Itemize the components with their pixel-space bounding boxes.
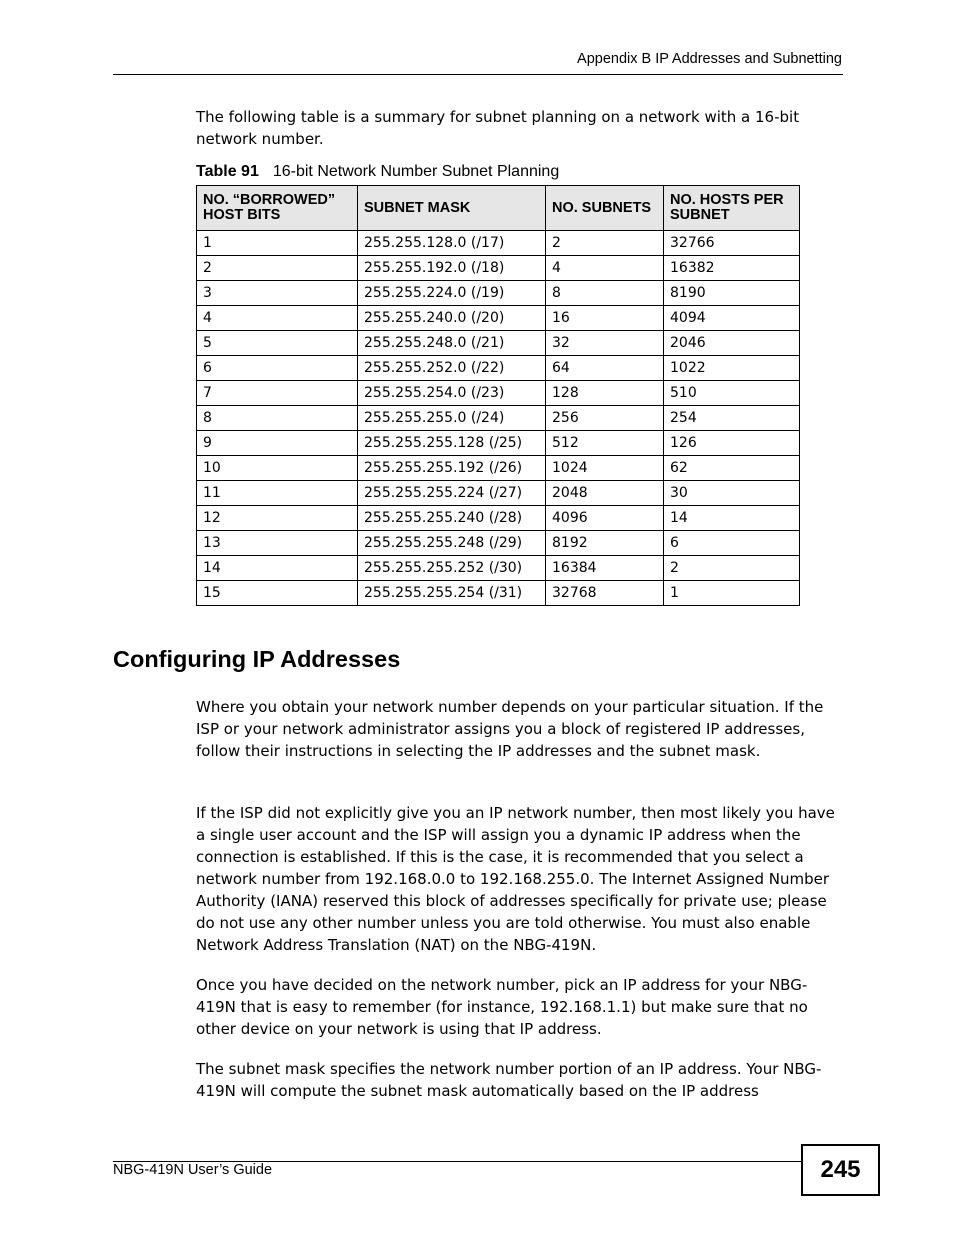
cell-subnet-mask: 255.255.248.0 (/21)	[358, 331, 546, 356]
intro-paragraph: The following table is a summary for subnet planning on a network with a 16-bit network number.	[196, 108, 800, 148]
cell-borrowed-bits: 8	[197, 406, 358, 431]
cell-no-subnets: 2048	[546, 481, 664, 506]
cell-hosts-per-subnet: 62	[664, 456, 800, 481]
cell-hosts-per-subnet: 4094	[664, 306, 800, 331]
cell-no-subnets: 2	[546, 231, 664, 256]
cell-no-subnets: 1024	[546, 456, 664, 481]
cell-borrowed-bits: 2	[197, 256, 358, 281]
cell-borrowed-bits: 7	[197, 381, 358, 406]
header-rule	[113, 74, 843, 75]
cell-no-subnets: 64	[546, 356, 664, 381]
cell-hosts-per-subnet: 2046	[664, 331, 800, 356]
subnet-planning-table	[196, 185, 800, 606]
column-header-subnet-mask: SUBNET MASK	[358, 186, 546, 231]
cell-subnet-mask: 255.255.255.240 (/28)	[358, 506, 546, 531]
table-row	[197, 356, 800, 381]
column-header-hosts-per-subnet: NO. HOSTS PER SUBNET	[664, 186, 800, 231]
table-row	[197, 306, 800, 331]
running-header: Appendix B IP Addresses and Subnetting	[577, 51, 842, 67]
paragraph-obtain-network-number: Where you obtain your network number depends on your particular situation. If the ISP or your network administrator assigns you a block of registered IP addresses, follow their instructions in selecting the IP addresses and the subnet mask.	[196, 698, 824, 760]
paragraph-dynamic-ip: If the ISP did not explicitly give you an IP network number, then most likely you have a single user account and the ISP will assign you a dynamic IP address when the connection is established. If this is the case, it is recommended that you select a network number from 192.168.0.0 to 192.168.255.0. The Internet Assigned Number Authority (IANA) reserved this block of addresses specifically for private use; please do not use any other number unless you are told otherwise. You must also enable Network Address Translation (NAT) on the NBG-419N.	[196, 804, 835, 954]
cell-subnet-mask: 255.255.255.254 (/31)	[358, 581, 546, 606]
cell-no-subnets: 4	[546, 256, 664, 281]
table-row	[197, 231, 800, 256]
table-caption	[196, 163, 559, 181]
cell-borrowed-bits: 12	[197, 506, 358, 531]
table-caption-label: Table 91	[196, 163, 259, 180]
cell-no-subnets: 32768	[546, 581, 664, 606]
cell-hosts-per-subnet: 6	[664, 531, 800, 556]
table-row	[197, 381, 800, 406]
table-row	[197, 581, 800, 606]
cell-subnet-mask: 255.255.255.224 (/27)	[358, 481, 546, 506]
cell-hosts-per-subnet: 8190	[664, 281, 800, 306]
table-caption-text: 16-bit Network Number Subnet Planning	[272, 163, 560, 180]
cell-no-subnets: 8192	[546, 531, 664, 556]
cell-subnet-mask: 255.255.128.0 (/17)	[358, 231, 546, 256]
cell-no-subnets: 8	[546, 281, 664, 306]
cell-no-subnets: 32	[546, 331, 664, 356]
cell-subnet-mask: 255.255.255.252 (/30)	[358, 556, 546, 581]
cell-hosts-per-subnet: 510	[664, 381, 800, 406]
cell-borrowed-bits: 10	[197, 456, 358, 481]
cell-hosts-per-subnet: 32766	[664, 231, 800, 256]
cell-hosts-per-subnet: 30	[664, 481, 800, 506]
cell-hosts-per-subnet: 1	[664, 581, 800, 606]
cell-hosts-per-subnet: 16382	[664, 256, 800, 281]
cell-borrowed-bits: 4	[197, 306, 358, 331]
cell-borrowed-bits: 13	[197, 531, 358, 556]
cell-hosts-per-subnet: 2	[664, 556, 800, 581]
table-row	[197, 281, 800, 306]
table-row	[197, 256, 800, 281]
cell-no-subnets: 4096	[546, 506, 664, 531]
footer-guide-title: NBG-419N User’s Guide	[113, 1162, 273, 1178]
section-title: Configuring IP Addresses	[113, 646, 401, 672]
table-row	[197, 431, 800, 456]
cell-hosts-per-subnet: 254	[664, 406, 800, 431]
cell-borrowed-bits: 11	[197, 481, 358, 506]
table-row	[197, 406, 800, 431]
cell-borrowed-bits: 1	[197, 231, 358, 256]
cell-no-subnets: 256	[546, 406, 664, 431]
cell-subnet-mask: 255.255.254.0 (/23)	[358, 381, 546, 406]
cell-no-subnets: 128	[546, 381, 664, 406]
table-body	[197, 231, 800, 606]
cell-no-subnets: 16	[546, 306, 664, 331]
table-row	[197, 481, 800, 506]
cell-no-subnets: 512	[546, 431, 664, 456]
cell-hosts-per-subnet: 126	[664, 431, 800, 456]
cell-subnet-mask: 255.255.255.128 (/25)	[358, 431, 546, 456]
table-row	[197, 331, 800, 356]
page-number: 245	[801, 1144, 880, 1196]
table-row	[197, 456, 800, 481]
cell-borrowed-bits: 14	[197, 556, 358, 581]
cell-borrowed-bits: 5	[197, 331, 358, 356]
cell-subnet-mask: 255.255.255.192 (/26)	[358, 456, 546, 481]
cell-subnet-mask: 255.255.255.0 (/24)	[358, 406, 546, 431]
column-header-no-subnets: NO. SUBNETS	[546, 186, 664, 231]
paragraph-subnet-mask: The subnet mask specifies the network number portion of an IP address. Your NBG-419N will compute the subnet mask automatically based on the IP address	[196, 1060, 822, 1100]
cell-subnet-mask: 255.255.240.0 (/20)	[358, 306, 546, 331]
cell-borrowed-bits: 15	[197, 581, 358, 606]
cell-borrowed-bits: 3	[197, 281, 358, 306]
cell-borrowed-bits: 6	[197, 356, 358, 381]
cell-subnet-mask: 255.255.252.0 (/22)	[358, 356, 546, 381]
cell-subnet-mask: 255.255.192.0 (/18)	[358, 256, 546, 281]
column-header-borrowed-bits: NO. “BORROWED” HOST BITS	[197, 186, 358, 231]
table-row	[197, 531, 800, 556]
cell-hosts-per-subnet: 14	[664, 506, 800, 531]
cell-subnet-mask: 255.255.255.248 (/29)	[358, 531, 546, 556]
cell-hosts-per-subnet: 1022	[664, 356, 800, 381]
paragraph-pick-ip: Once you have decided on the network number, pick an IP address for your NBG-419N that is easy to remember (for instance, 192.168.1.1) but make sure that no other device on your network is using that IP address.	[196, 976, 808, 1038]
cell-subnet-mask: 255.255.224.0 (/19)	[358, 281, 546, 306]
cell-no-subnets: 16384	[546, 556, 664, 581]
table-row	[197, 506, 800, 531]
cell-borrowed-bits: 9	[197, 431, 358, 456]
table-header-row	[197, 186, 800, 231]
table-row	[197, 556, 800, 581]
